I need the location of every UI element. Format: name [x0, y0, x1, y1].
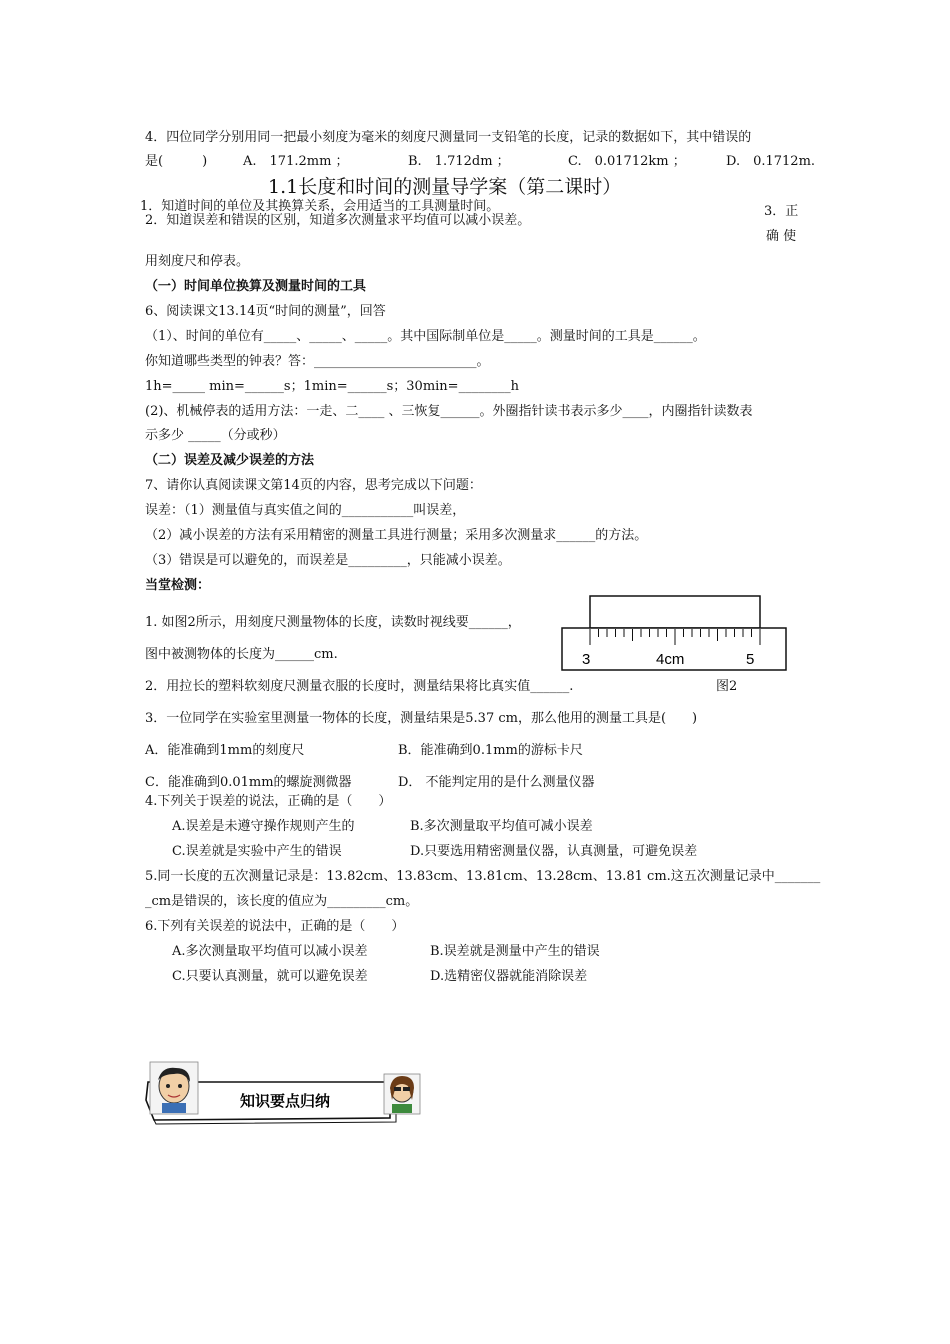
check-question-2: 2．用拉长的塑料软刻度尺测量衣服的长度时，测量结果将比真实值______. — [145, 679, 574, 694]
ruler-label-5: 5 — [746, 651, 755, 668]
check-question-4: 4.下列关于误差的说法，正确的是（ ） — [145, 794, 392, 809]
ruler-figure — [560, 594, 790, 672]
check-question-3-option-a: A．能准确到1mm的刻度尺 — [145, 743, 305, 758]
girl-avatar-icon — [384, 1074, 420, 1114]
section-1-line-4: 1h=_____ min=______s；1min=______s；30min=________h — [145, 379, 519, 394]
check-question-6: 6.下列有关误差的说法中，正确的是（ ） — [145, 919, 405, 934]
section-2-heading: （二）误差及减少误差的方法 — [145, 453, 315, 468]
top-question-4-option-c: C. 0.01712km ； — [568, 154, 686, 169]
check-question-6-option-d: D.选精密仪器就能消除误差 — [430, 969, 588, 984]
knowledge-summary-banner — [140, 1060, 430, 1126]
check-question-1-line-2: 图中被测物体的长度为______cm. — [145, 647, 338, 662]
banner-label: 知识要点归纳 — [240, 1092, 331, 1110]
check-question-6-option-c: C.只要认真测量，就可以避免误差 — [172, 969, 368, 984]
check-heading: 当堂检测： — [145, 578, 211, 593]
top-question-4-line1: 4．四位同学分别用同一把最小刻度为毫米的刻度尺测量同一支铅笔的长度，记录的数据如下，其中错误的 — [145, 130, 752, 145]
check-question-3-option-b: B．能准确到0.1mm的游标卡尺 — [398, 743, 583, 758]
check-question-4-option-b: B.多次测量取平均值可减小误差 — [410, 819, 593, 834]
section-1-line-2: （1）、时间的单位有_____、_____、_____。其中国际制单位是_____。测量时间的工具是______。 — [145, 329, 706, 344]
objective-2: 2．知道误差和错误的区别，知道多次测量求平均值可以减小误差。 — [145, 213, 531, 228]
section-1-line-6: 示多少 _____（分或秒） — [145, 428, 286, 443]
objective-3-part-a: 3．正 — [764, 204, 799, 219]
check-question-3-option-c: C．能准确到0.01mm的螺旋测微器 — [145, 775, 352, 790]
section-2-line-2: 误差：（1）测量值与真实值之间的___________叫误差， — [145, 503, 466, 518]
check-question-1-line-1: 1. 如图2所示，用刻度尺测量物体的长度，读数时视线要______， — [145, 615, 521, 630]
objective-3-part-b: 确 使 — [766, 229, 797, 244]
check-question-5-line-1: 5.同一长度的五次测量记录是：13.82cm、13.83cm、13.81cm、13.28cm、13.81 cm.这五次测量记录中_______ — [145, 869, 821, 884]
top-question-4-option-b: B. 1.712dm ； — [408, 154, 510, 169]
check-question-6-option-b: B.误差就是测量中产生的错误 — [430, 944, 600, 959]
ruler-label-3: 3 — [582, 651, 591, 668]
top-question-4-option-a: A. 171.2mm ； — [243, 154, 349, 169]
boy-avatar-icon — [150, 1062, 198, 1114]
top-question-4-prefix: 是( ) — [145, 154, 208, 169]
check-question-4-option-a: A.误差是未遵守操作规则产生的 — [172, 819, 355, 834]
figure-caption: 图2 — [716, 679, 738, 694]
section-1-line-3: 你知道哪些类型的钟表？答：_________________________。 — [145, 354, 490, 369]
measured-object — [590, 596, 760, 628]
objective-3-part-c: 用刻度尺和停表。 — [145, 254, 250, 269]
section-2-line-3: （2）减小误差的方法有采用精密的测量工具进行测量；采用多次测量求______的方法。 — [145, 528, 648, 543]
check-question-4-option-d: D.只要选用精密测量仪器，认真测量，可避免误差 — [410, 844, 698, 859]
section-1-line-1: 6、阅读课文13.14页“时间的测量”，回答 — [145, 304, 386, 319]
check-question-3-option-d: D． 不能判定用的是什么测量仪器 — [398, 775, 595, 790]
section-1-line-5: (2)、机械停表的适用方法：一走、二____ 、三恢复______。外圈指针读书表示多少____，内圈指针读数表 — [145, 404, 753, 419]
check-question-6-option-a: A.多次测量取平均值可以减小误差 — [172, 944, 368, 959]
section-2-line-4: （3）错误是可以避免的，而误差是_________，只能减小误差。 — [145, 553, 511, 568]
check-question-3: 3．一位同学在实验室里测量一物体的长度，测量结果是5.37 cm，那么他用的测量工具是( ) — [145, 711, 698, 726]
ruler-label-4cm: 4cm — [656, 651, 685, 668]
check-question-4-option-c: C.误差就是实验中产生的错误 — [172, 844, 342, 859]
check-question-5-line-2: _cm是错误的，该长度的值应为_________cm。 — [145, 894, 419, 909]
objective-1: 1．知道时间的单位及其换算关系，会用适当的工具测量时间。 — [140, 199, 500, 214]
section-2-line-1: 7、请你认真阅读课文第14页的内容，思考完成以下问题： — [145, 478, 482, 493]
top-question-4-option-d: D. 0.1712m. — [726, 154, 816, 169]
page-title: 1.1长度和时间的测量导学案（第二课时） — [268, 176, 622, 198]
section-1-heading: （一）时间单位换算及测量时间的工具 — [145, 279, 367, 294]
